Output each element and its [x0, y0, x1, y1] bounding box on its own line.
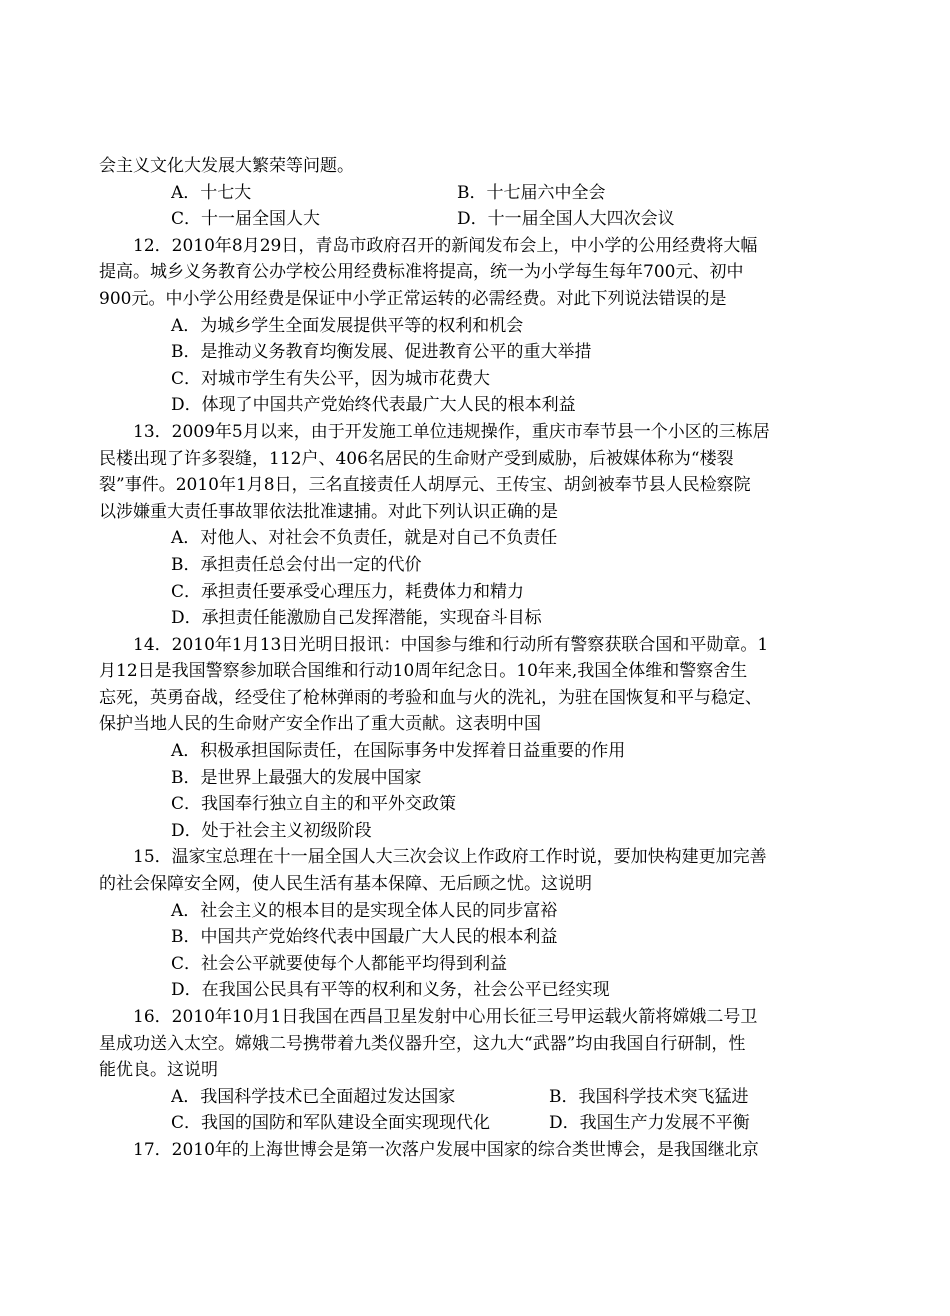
q14-stem-line-1: 14．2010年1月13日光明日报讯：中国参与维和行动所有警察获联合国和平勋章。1: [133, 634, 769, 655]
q13-stem-line-1: 13．2009年5月以来，由于开发施工单位违规操作，重庆市奉节县一个小区的三栋居: [133, 421, 770, 442]
q11-option-d: D．十一届全国人大四次会议: [457, 209, 675, 230]
q16-stem-line-1: 16．2010年10月1日我国在西昌卫星发射中心用长征三号甲运载火箭将嫦娥二号卫: [133, 1007, 758, 1027]
q13-stem-line-3: 裂”事件。2010年1月8日，三名直接责任人胡厚元、王传宝、胡剑被奉节县人民检察院: [99, 475, 751, 496]
question-text: [99, 153, 809, 1164]
q16-stem-line-3: 能优良。这说明: [99, 1060, 218, 1081]
q13-option-b: B．承担责任总会付出一定的代价: [171, 554, 422, 575]
q11-options-row-2: [99, 206, 809, 233]
q14-option-c: C．我国奉行独立自主的和平外交政策: [171, 794, 457, 815]
q11-tail: 会主义文化大发展大繁荣等问题。: [99, 156, 354, 176]
q14-option-b: B．是世界上最强大的发展中国家: [171, 767, 422, 788]
q12-option-d: D．体现了中国共产党始终代表最广大人民的根本利益: [171, 395, 576, 416]
q12-stem-line-3: 900元。中小学公用经费是保证中小学正常运转的必需经费。对此下列说法错误的是: [99, 288, 727, 309]
q15-option-a: A．社会主义的根本目的是实现全体人民的同步富裕: [171, 900, 558, 921]
q14-stem-line-2: 月12日是我国警察参加联合国维和行动10周年纪念日。10年来,我国全体维和警察舍生: [99, 661, 748, 682]
q11-option-a: A．十七大: [171, 182, 252, 203]
q12-option-a: A．为城乡学生全面发展提供平等的权利和机会: [171, 315, 524, 336]
q12-option-c: C．对城市学生有失公平，因为城市花费大: [171, 368, 491, 389]
q12-option-b: B．是推动义务教育均衡发展、促进教育公平的重大举措: [171, 342, 592, 363]
q16-option-a: A．我国科学技术已全面超过发达国家: [171, 1086, 456, 1107]
q14-stem-line-4: 保护当地人民的生命财产安全作出了重大贡献。这表明中国: [99, 714, 541, 735]
q16-option-b: B．我国科学技术突飞猛进: [549, 1086, 749, 1107]
q12-stem-line-1: 12．2010年8月29日，青岛市政府召开的新闻发布会上，中小学的公用经费将大幅: [133, 235, 758, 256]
q13-option-c: C．承担责任要承受心理压力，耗费体力和精力: [171, 581, 525, 602]
q15-option-c: C．社会公平就要使每个人都能平均得到利益: [171, 953, 508, 974]
q15-stem-line-2: 的社会保障安全网，使人民生活有基本保障、无后顾之忧。这说明: [99, 874, 592, 895]
q15-stem-line-1: 15．温家宝总理在十一届全国人大三次会议上作政府工作时说，要加快构建更加完善: [133, 847, 767, 868]
q17-stem-line-1: 17．2010年的上海世博会是第一次落户发展中国家的综合类世博会，是我国继北京: [133, 1139, 759, 1160]
q11-option-b: B．十七届六中全会: [457, 182, 606, 203]
q16-options-row-1: [99, 1084, 809, 1111]
q14-option-d: D．处于社会主义初级阶段: [171, 820, 372, 841]
q14-stem-line-3: 忘死，英勇奋战，经受住了枪林弹雨的考验和血与火的洗礼，为驻在国恢复和平与稳定、: [99, 687, 762, 708]
q11-options-row-1: [99, 180, 809, 207]
q13-stem-line-4: 以涉嫌重大责任事故罪依法批准逮捕。对此下列认识正确的是: [99, 501, 558, 522]
q12-stem-line-2: 提高。城乡义务教育公办学校公用经费标准将提高，统一为小学每生每年700元、初中: [99, 262, 744, 283]
q15-option-d: D．在我国公民具有平等的权利和义务，社会公平已经实现: [171, 980, 610, 1001]
q13-stem-line-2: 民楼出现了许多裂缝，112户、406名居民的生命财产受到威胁，后被媒体称为“楼裂: [99, 448, 734, 469]
q15-option-b: B．中国共产党始终代表中国最广大人民的根本利益: [171, 927, 558, 948]
q14-option-a: A．积极承担国际责任，在国际事务中发挥着日益重要的作用: [171, 741, 626, 762]
q16-option-c: C．我国的国防和军队建设全面实现现代化: [171, 1113, 491, 1134]
q13-option-a: A．对他人、对社会不负责任，就是对自己不负责任: [171, 528, 558, 549]
q11-option-c: C．十一届全国人大: [171, 209, 321, 230]
q16-options-row-2: [99, 1110, 809, 1137]
q13-option-d: D．承担责任能激励自己发挥潜能，实现奋斗目标: [171, 608, 542, 629]
q16-stem-line-2: 星成功送入太空。嫦娥二号携带着九类仪器升空，这九大“武器”均由我国自行研制，性: [99, 1033, 746, 1054]
q16-option-d: D．我国生产力发展不平衡: [549, 1113, 750, 1134]
